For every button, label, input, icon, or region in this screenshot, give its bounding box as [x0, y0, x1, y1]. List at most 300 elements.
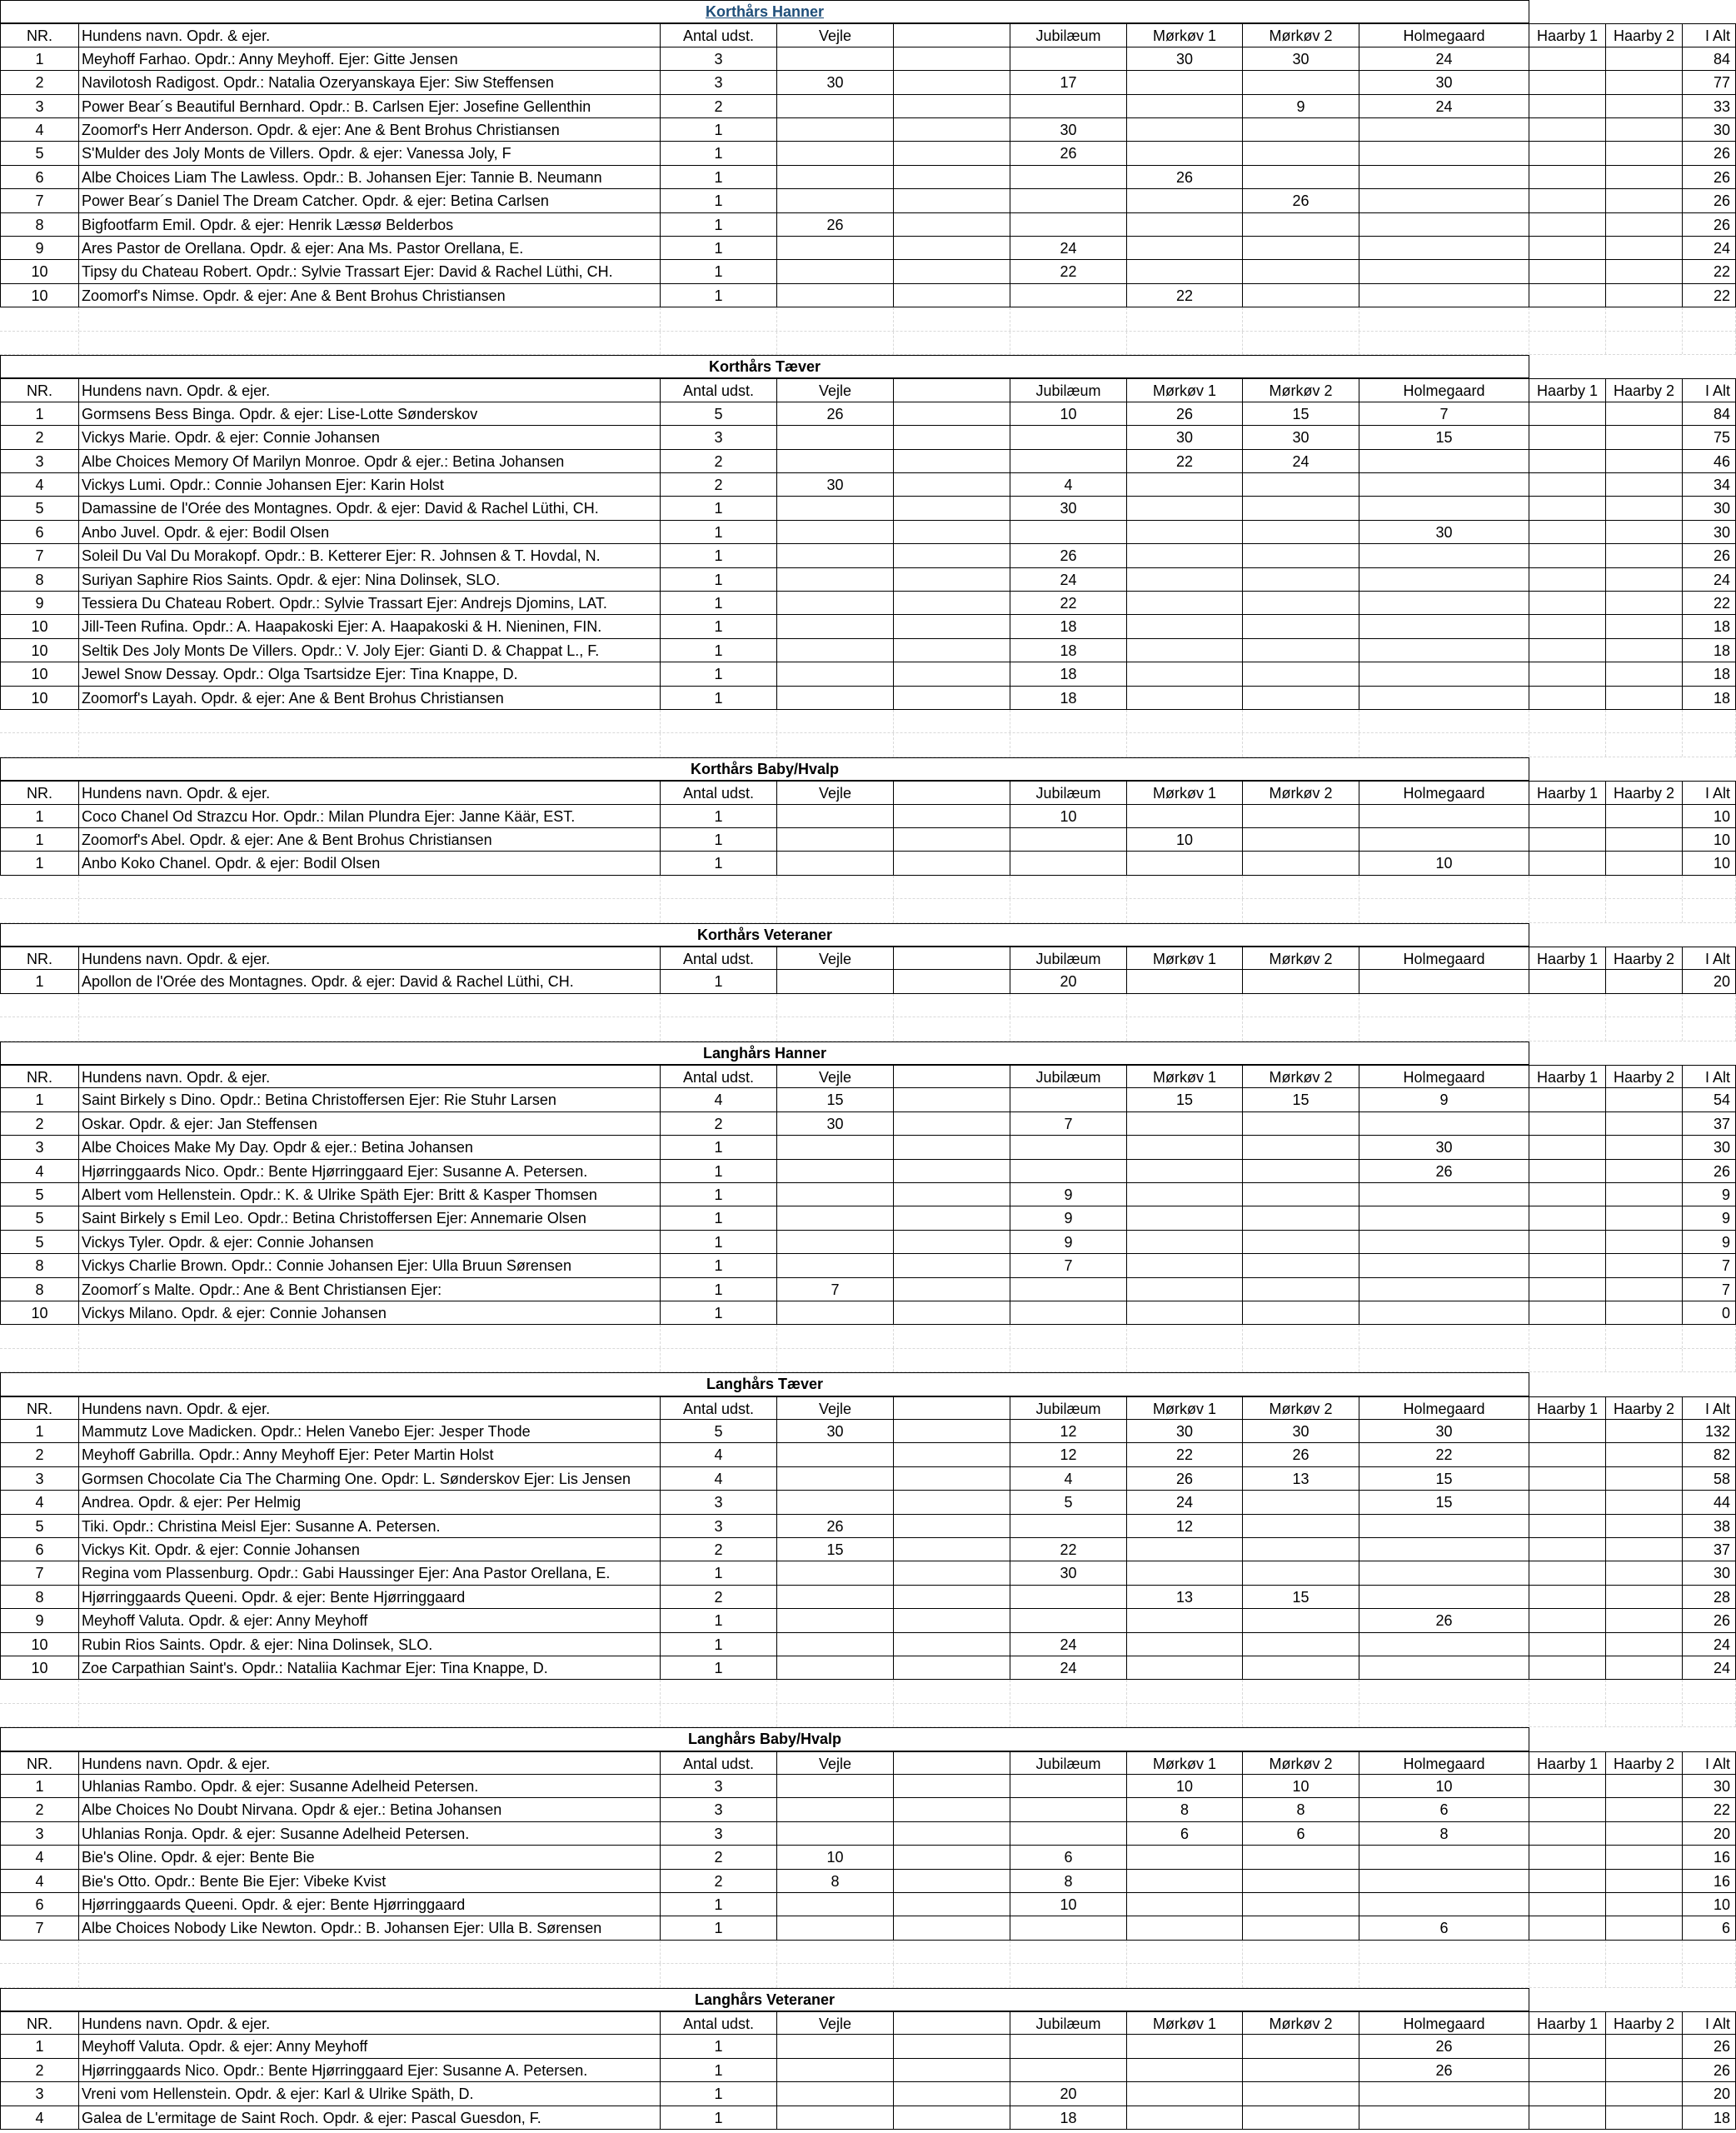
empty-cell[interactable]: [1010, 1325, 1127, 1347]
empty-cell[interactable]: [661, 1325, 777, 1347]
total-cell[interactable]: 46: [1683, 450, 1736, 472]
dog-name-cell[interactable]: Uhlanias Ronja. Opdr. & ejer: Susanne Adelheid Petersen.: [79, 1822, 661, 1845]
points-cell[interactable]: [1529, 970, 1606, 992]
column-header[interactable]: Mørkøv 2: [1243, 379, 1359, 401]
points-cell[interactable]: [1010, 1775, 1127, 1797]
points-cell[interactable]: [1606, 1088, 1683, 1111]
total-cell[interactable]: 44: [1683, 1491, 1736, 1513]
total-cell[interactable]: 18: [1683, 2106, 1736, 2129]
points-cell[interactable]: [777, 852, 894, 874]
points-cell[interactable]: [1606, 1916, 1683, 1939]
points-cell[interactable]: [1243, 1609, 1359, 1631]
column-header[interactable]: Mørkøv 1: [1127, 1397, 1243, 1419]
rank-cell[interactable]: 5: [0, 1231, 79, 1253]
points-cell[interactable]: [1529, 1846, 1606, 1868]
points-cell[interactable]: [1127, 1206, 1243, 1229]
points-cell[interactable]: 24: [1010, 1656, 1127, 1679]
points-cell[interactable]: [1127, 1301, 1243, 1324]
empty-cell[interactable]: [1359, 1941, 1529, 1963]
points-cell[interactable]: 3: [661, 1822, 777, 1845]
rank-cell[interactable]: 1: [0, 970, 79, 992]
points-cell[interactable]: [1243, 568, 1359, 591]
rank-cell[interactable]: 6: [0, 521, 79, 543]
points-cell[interactable]: [894, 828, 1010, 851]
points-cell[interactable]: [1243, 1561, 1359, 1584]
column-header[interactable]: Antal udst.: [661, 379, 777, 401]
points-cell[interactable]: [1606, 426, 1683, 448]
empty-cell[interactable]: [1010, 307, 1127, 330]
total-cell[interactable]: 30: [1683, 1136, 1736, 1158]
column-header[interactable]: Haarby 1: [1529, 24, 1606, 46]
column-header[interactable]: Holmegaard: [1359, 1752, 1529, 1774]
points-cell[interactable]: [1243, 662, 1359, 685]
rank-cell[interactable]: 10: [0, 1633, 79, 1656]
points-cell[interactable]: [1606, 1633, 1683, 1656]
empty-cell[interactable]: [661, 1017, 777, 1040]
points-cell[interactable]: [1359, 1515, 1529, 1537]
points-cell[interactable]: 20: [1010, 970, 1127, 992]
empty-cell[interactable]: [661, 876, 777, 898]
empty-cell[interactable]: [0, 332, 79, 354]
column-header[interactable]: NR.: [0, 1752, 79, 1774]
dog-name-cell[interactable]: Suriyan Saphire Rios Saints. Opdr. & ejer: Nina Dolinsek, SLO.: [79, 568, 661, 591]
points-cell[interactable]: [1127, 852, 1243, 874]
points-cell[interactable]: [894, 2035, 1010, 2057]
points-cell[interactable]: [894, 2059, 1010, 2081]
points-cell[interactable]: [1529, 118, 1606, 141]
total-cell[interactable]: 58: [1683, 1467, 1736, 1490]
points-cell[interactable]: [1529, 2035, 1606, 2057]
column-header[interactable]: NR.: [0, 782, 79, 803]
rank-cell[interactable]: 3: [0, 1136, 79, 1158]
points-cell[interactable]: [894, 568, 1010, 591]
total-cell[interactable]: 9: [1683, 1231, 1736, 1253]
points-cell[interactable]: [1529, 1561, 1606, 1584]
total-cell[interactable]: 24: [1683, 1633, 1736, 1656]
points-cell[interactable]: [1606, 615, 1683, 637]
points-cell[interactable]: 5: [661, 402, 777, 425]
empty-cell[interactable]: [1683, 876, 1736, 898]
column-header[interactable]: Hundens navn. Opdr. & ejer.: [79, 947, 661, 969]
points-cell[interactable]: [1529, 521, 1606, 543]
rank-cell[interactable]: 2: [0, 1798, 79, 1821]
points-cell[interactable]: [1359, 1278, 1529, 1301]
empty-cell[interactable]: [1243, 1017, 1359, 1040]
empty-cell[interactable]: [1127, 876, 1243, 898]
points-cell[interactable]: 17: [1010, 71, 1127, 93]
points-cell[interactable]: [1606, 1846, 1683, 1868]
points-cell[interactable]: [1243, 1633, 1359, 1656]
dog-name-cell[interactable]: Zoomorf's Layah. Opdr. & ejer: Ane & Bent Brohus Christiansen: [79, 687, 661, 709]
points-cell[interactable]: [1606, 142, 1683, 164]
points-cell[interactable]: [1359, 1561, 1529, 1584]
total-cell[interactable]: 30: [1683, 497, 1736, 519]
points-cell[interactable]: 24: [1127, 1491, 1243, 1513]
points-cell[interactable]: [1529, 47, 1606, 70]
dog-name-cell[interactable]: Vickys Charlie Brown. Opdr.: Connie Johansen Ejer: Ulla Bruun Sørensen: [79, 1254, 661, 1276]
empty-cell[interactable]: [1359, 307, 1529, 330]
points-cell[interactable]: [1010, 1609, 1127, 1631]
total-cell[interactable]: 7: [1683, 1278, 1736, 1301]
points-cell[interactable]: [1529, 1893, 1606, 1916]
points-cell[interactable]: [1010, 2059, 1127, 2081]
total-cell[interactable]: 77: [1683, 71, 1736, 93]
column-header[interactable]: Haarby 2: [1606, 379, 1683, 401]
points-cell[interactable]: [894, 118, 1010, 141]
empty-cell[interactable]: [1606, 733, 1683, 756]
points-cell[interactable]: 26: [1359, 2035, 1529, 2057]
dog-name-cell[interactable]: Albe Choices Memory Of Marilyn Monroe. Opdr & ejer.: Betina Johansen: [79, 450, 661, 472]
points-cell[interactable]: [1243, 1183, 1359, 1206]
points-cell[interactable]: 15: [1243, 1088, 1359, 1111]
rank-cell[interactable]: 5: [0, 1206, 79, 1229]
points-cell[interactable]: [1010, 1798, 1127, 1821]
points-cell[interactable]: 10: [1127, 1775, 1243, 1797]
column-header[interactable]: Haarby 2: [1606, 782, 1683, 803]
points-cell[interactable]: [1606, 1775, 1683, 1797]
points-cell[interactable]: [1243, 260, 1359, 282]
column-header[interactable]: Antal udst.: [661, 947, 777, 969]
empty-cell[interactable]: [1127, 994, 1243, 1017]
points-cell[interactable]: [1529, 1633, 1606, 1656]
points-cell[interactable]: [894, 213, 1010, 236]
points-cell[interactable]: 2: [661, 1112, 777, 1135]
points-cell[interactable]: [1010, 1822, 1127, 1845]
points-cell[interactable]: [777, 260, 894, 282]
total-cell[interactable]: 9: [1683, 1183, 1736, 1206]
rank-cell[interactable]: 4: [0, 1846, 79, 1868]
points-cell[interactable]: [894, 1088, 1010, 1111]
dog-name-cell[interactable]: Saint Birkely s Emil Leo. Opdr.: Betina Christoffersen Ejer: Annemarie Olsen: [79, 1206, 661, 1229]
points-cell[interactable]: 8: [777, 1870, 894, 1892]
points-cell[interactable]: [1359, 1231, 1529, 1253]
points-cell[interactable]: [894, 852, 1010, 874]
points-cell[interactable]: [894, 1846, 1010, 1868]
rank-cell[interactable]: 10: [0, 687, 79, 709]
points-cell[interactable]: [1529, 1491, 1606, 1513]
points-cell[interactable]: [777, 1491, 894, 1513]
empty-cell[interactable]: [661, 307, 777, 330]
total-cell[interactable]: 82: [1683, 1443, 1736, 1466]
points-cell[interactable]: [894, 1420, 1010, 1442]
dog-name-cell[interactable]: Albert vom Hellenstein. Opdr.: K. & Ulrike Späth Ejer: Britt & Kasper Thomsen: [79, 1183, 661, 1206]
points-cell[interactable]: [1359, 237, 1529, 259]
empty-cell[interactable]: [1683, 332, 1736, 354]
points-cell[interactable]: [1127, 1916, 1243, 1939]
points-cell[interactable]: [1529, 1775, 1606, 1797]
points-cell[interactable]: [1529, 1183, 1606, 1206]
empty-cell[interactable]: [777, 307, 894, 330]
dog-name-cell[interactable]: Gormsens Bess Binga. Opdr. & ejer: Lise-Lotte Sønderskov: [79, 402, 661, 425]
points-cell[interactable]: [1243, 1515, 1359, 1537]
points-cell[interactable]: 10: [1010, 805, 1127, 827]
dog-name-cell[interactable]: Zoe Carpathian Saint's. Opdr.: Nataliia Kachmar Ejer: Tina Knappe, D.: [79, 1656, 661, 1679]
column-header[interactable]: Haarby 2: [1606, 24, 1683, 46]
points-cell[interactable]: [1529, 2106, 1606, 2129]
empty-cell[interactable]: [1359, 1349, 1529, 1371]
column-header[interactable]: Haarby 2: [1606, 1397, 1683, 1419]
column-header[interactable]: Haarby 1: [1529, 782, 1606, 803]
rank-cell[interactable]: 7: [0, 1561, 79, 1584]
points-cell[interactable]: 2: [661, 450, 777, 472]
points-cell[interactable]: [1127, 805, 1243, 827]
points-cell[interactable]: [894, 1467, 1010, 1490]
empty-cell[interactable]: [0, 899, 79, 922]
empty-cell[interactable]: [79, 876, 661, 898]
points-cell[interactable]: [1127, 95, 1243, 117]
empty-cell[interactable]: [894, 307, 1010, 330]
points-cell[interactable]: 3: [661, 1775, 777, 1797]
points-cell[interactable]: 1: [661, 662, 777, 685]
empty-cell[interactable]: [777, 1941, 894, 1963]
points-cell[interactable]: [1529, 95, 1606, 117]
points-cell[interactable]: 30: [777, 473, 894, 496]
empty-cell[interactable]: [1010, 1017, 1127, 1040]
points-cell[interactable]: [1529, 473, 1606, 496]
points-cell[interactable]: 8: [1243, 1798, 1359, 1821]
points-cell[interactable]: 1: [661, 544, 777, 567]
points-cell[interactable]: 1: [661, 260, 777, 282]
points-cell[interactable]: [1243, 1136, 1359, 1158]
total-cell[interactable]: 30: [1683, 521, 1736, 543]
dog-name-cell[interactable]: Andrea. Opdr. & ejer: Per Helmig: [79, 1491, 661, 1513]
empty-cell[interactable]: [1359, 1964, 1529, 1986]
points-cell[interactable]: [1359, 2082, 1529, 2105]
points-cell[interactable]: 26: [1359, 1609, 1529, 1631]
points-cell[interactable]: [1243, 1870, 1359, 1892]
points-cell[interactable]: 18: [1010, 2106, 1127, 2129]
empty-cell[interactable]: [777, 1964, 894, 1986]
points-cell[interactable]: [1606, 2106, 1683, 2129]
total-cell[interactable]: 26: [1683, 2059, 1736, 2081]
points-cell[interactable]: [1243, 2059, 1359, 2081]
points-cell[interactable]: [1359, 1633, 1529, 1656]
dog-name-cell[interactable]: Gormsen Chocolate Cia The Charming One. Opdr: L. Sønderskov Ejer: Lis Jensen: [79, 1467, 661, 1490]
points-cell[interactable]: [1359, 1893, 1529, 1916]
points-cell[interactable]: [894, 1206, 1010, 1229]
column-header[interactable]: I Alt: [1683, 947, 1736, 969]
points-cell[interactable]: [894, 1254, 1010, 1276]
points-cell[interactable]: [894, 687, 1010, 709]
points-cell[interactable]: 7: [1359, 402, 1529, 425]
points-cell[interactable]: [1606, 1893, 1683, 1916]
empty-cell[interactable]: [1010, 1941, 1127, 1963]
points-cell[interactable]: [1606, 473, 1683, 496]
rank-cell[interactable]: 10: [0, 639, 79, 662]
points-cell[interactable]: [1529, 1206, 1606, 1229]
points-cell[interactable]: [1606, 852, 1683, 874]
dog-name-cell[interactable]: Vickys Kit. Opdr. & ejer: Connie Johansen: [79, 1538, 661, 1561]
empty-cell[interactable]: [1606, 1964, 1683, 1986]
points-cell[interactable]: [1529, 852, 1606, 874]
empty-cell[interactable]: [0, 1349, 79, 1371]
rank-cell[interactable]: 8: [0, 1254, 79, 1276]
empty-cell[interactable]: [894, 1941, 1010, 1963]
points-cell[interactable]: [1606, 1112, 1683, 1135]
dog-name-cell[interactable]: Power Bear´s Beautiful Bernhard. Opdr.: B. Carlsen Ejer: Josefine Gellenthin: [79, 95, 661, 117]
points-cell[interactable]: [1606, 1870, 1683, 1892]
empty-cell[interactable]: [1606, 994, 1683, 1017]
points-cell[interactable]: 5: [661, 1420, 777, 1442]
points-cell[interactable]: [1606, 2035, 1683, 2057]
points-cell[interactable]: 1: [661, 2059, 777, 2081]
points-cell[interactable]: [1127, 2082, 1243, 2105]
points-cell[interactable]: [1606, 1467, 1683, 1490]
points-cell[interactable]: [1529, 615, 1606, 637]
empty-cell[interactable]: [1127, 1704, 1243, 1726]
points-cell[interactable]: [1606, 260, 1683, 282]
points-cell[interactable]: [1127, 497, 1243, 519]
points-cell[interactable]: [1606, 568, 1683, 591]
points-cell[interactable]: [1243, 1846, 1359, 1868]
total-cell[interactable]: 84: [1683, 402, 1736, 425]
total-cell[interactable]: 26: [1683, 544, 1736, 567]
column-header[interactable]: Mørkøv 2: [1243, 947, 1359, 969]
points-cell[interactable]: [894, 615, 1010, 637]
points-cell[interactable]: [777, 2082, 894, 2105]
points-cell[interactable]: [1529, 260, 1606, 282]
points-cell[interactable]: [777, 1893, 894, 1916]
dog-name-cell[interactable]: Rubin Rios Saints. Opdr. & ejer: Nina Dolinsek, SLO.: [79, 1633, 661, 1656]
points-cell[interactable]: [777, 2059, 894, 2081]
points-cell[interactable]: 3: [661, 71, 777, 93]
column-header[interactable]: Haarby 2: [1606, 947, 1683, 969]
empty-cell[interactable]: [1529, 710, 1606, 732]
points-cell[interactable]: 26: [1243, 189, 1359, 212]
empty-cell[interactable]: [894, 1325, 1010, 1347]
column-header[interactable]: Antal udst.: [661, 24, 777, 46]
points-cell[interactable]: [1529, 544, 1606, 567]
empty-cell[interactable]: [1529, 1017, 1606, 1040]
points-cell[interactable]: [1606, 1231, 1683, 1253]
points-cell[interactable]: [777, 828, 894, 851]
points-cell[interactable]: 26: [777, 1515, 894, 1537]
points-cell[interactable]: [777, 1443, 894, 1466]
points-cell[interactable]: 9: [1010, 1206, 1127, 1229]
points-cell[interactable]: [1606, 639, 1683, 662]
points-cell[interactable]: [1529, 426, 1606, 448]
points-cell[interactable]: [1606, 497, 1683, 519]
dog-name-cell[interactable]: Vickys Marie. Opdr. & ejer: Connie Johansen: [79, 426, 661, 448]
points-cell[interactable]: 1: [661, 213, 777, 236]
rank-cell[interactable]: 7: [0, 544, 79, 567]
points-cell[interactable]: [1606, 1136, 1683, 1158]
points-cell[interactable]: [1529, 237, 1606, 259]
dog-name-cell[interactable]: Tiki. Opdr.: Christina Meisl Ejer: Susanne A. Petersen.: [79, 1515, 661, 1537]
points-cell[interactable]: 15: [1243, 402, 1359, 425]
column-header[interactable]: Antal udst.: [661, 1397, 777, 1419]
points-cell[interactable]: [1529, 213, 1606, 236]
empty-cell[interactable]: [661, 1349, 777, 1371]
empty-cell[interactable]: [1359, 994, 1529, 1017]
rank-cell[interactable]: 2: [0, 71, 79, 93]
points-cell[interactable]: [1606, 1609, 1683, 1631]
points-cell[interactable]: [777, 284, 894, 307]
column-header[interactable]: Hundens navn. Opdr. & ejer.: [79, 2012, 661, 2034]
points-cell[interactable]: [1359, 1586, 1529, 1608]
points-cell[interactable]: [894, 1822, 1010, 1845]
points-cell[interactable]: 30: [1243, 426, 1359, 448]
points-cell[interactable]: 30: [1010, 497, 1127, 519]
points-cell[interactable]: 1: [661, 497, 777, 519]
points-cell[interactable]: 1: [661, 852, 777, 874]
empty-cell[interactable]: [1683, 1941, 1736, 1963]
rank-cell[interactable]: 4: [0, 1491, 79, 1513]
points-cell[interactable]: [1243, 1491, 1359, 1513]
empty-cell[interactable]: [0, 733, 79, 756]
empty-cell[interactable]: [1010, 1704, 1127, 1726]
total-cell[interactable]: 26: [1683, 142, 1736, 164]
empty-cell[interactable]: [1529, 307, 1606, 330]
points-cell[interactable]: [894, 1586, 1010, 1608]
points-cell[interactable]: [1010, 213, 1127, 236]
points-cell[interactable]: [777, 1160, 894, 1182]
points-cell[interactable]: 1: [661, 805, 777, 827]
empty-cell[interactable]: [894, 733, 1010, 756]
points-cell[interactable]: [1127, 2035, 1243, 2057]
points-cell[interactable]: [1529, 1656, 1606, 1679]
points-cell[interactable]: [1127, 260, 1243, 282]
empty-cell[interactable]: [1683, 710, 1736, 732]
column-header[interactable]: Mørkøv 2: [1243, 1397, 1359, 1419]
rank-cell[interactable]: 6: [0, 1893, 79, 1916]
empty-cell[interactable]: [79, 1349, 661, 1371]
points-cell[interactable]: [1529, 2082, 1606, 2105]
points-cell[interactable]: [777, 1916, 894, 1939]
rank-cell[interactable]: 3: [0, 1822, 79, 1845]
points-cell[interactable]: [894, 2106, 1010, 2129]
points-cell[interactable]: [894, 95, 1010, 117]
points-cell[interactable]: [1606, 1822, 1683, 1845]
points-cell[interactable]: 10: [1359, 1775, 1529, 1797]
total-cell[interactable]: 24: [1683, 1656, 1736, 1679]
dog-name-cell[interactable]: Bie's Otto. Opdr.: Bente Bie Ejer: Vibeke Kvist: [79, 1870, 661, 1892]
column-header[interactable]: I Alt: [1683, 1397, 1736, 1419]
column-header[interactable]: Haarby 2: [1606, 2012, 1683, 2034]
points-cell[interactable]: [894, 970, 1010, 992]
points-cell[interactable]: [1529, 402, 1606, 425]
rank-cell[interactable]: 3: [0, 2082, 79, 2105]
points-cell[interactable]: [777, 1231, 894, 1253]
empty-cell[interactable]: [1606, 1704, 1683, 1726]
points-cell[interactable]: [777, 189, 894, 212]
points-cell[interactable]: [1243, 497, 1359, 519]
points-cell[interactable]: [1529, 1301, 1606, 1324]
total-cell[interactable]: 132: [1683, 1420, 1736, 1442]
empty-cell[interactable]: [1529, 994, 1606, 1017]
points-cell[interactable]: [1606, 1561, 1683, 1584]
points-cell[interactable]: [1243, 2106, 1359, 2129]
empty-cell[interactable]: [894, 1704, 1010, 1726]
total-cell[interactable]: 84: [1683, 47, 1736, 70]
points-cell[interactable]: 1: [661, 1160, 777, 1182]
points-cell[interactable]: [894, 450, 1010, 472]
points-cell[interactable]: 3: [661, 426, 777, 448]
points-cell[interactable]: [1359, 970, 1529, 992]
rank-cell[interactable]: 5: [0, 1183, 79, 1206]
column-header[interactable]: Holmegaard: [1359, 24, 1529, 46]
points-cell[interactable]: [777, 118, 894, 141]
points-cell[interactable]: [1529, 1798, 1606, 1821]
points-cell[interactable]: 24: [1359, 47, 1529, 70]
empty-cell[interactable]: [1529, 332, 1606, 354]
points-cell[interactable]: 9: [1010, 1183, 1127, 1206]
points-cell[interactable]: [1243, 2082, 1359, 2105]
points-cell[interactable]: [1010, 95, 1127, 117]
points-cell[interactable]: 8: [1127, 1798, 1243, 1821]
rank-cell[interactable]: 3: [0, 450, 79, 472]
points-cell[interactable]: [1127, 1656, 1243, 1679]
